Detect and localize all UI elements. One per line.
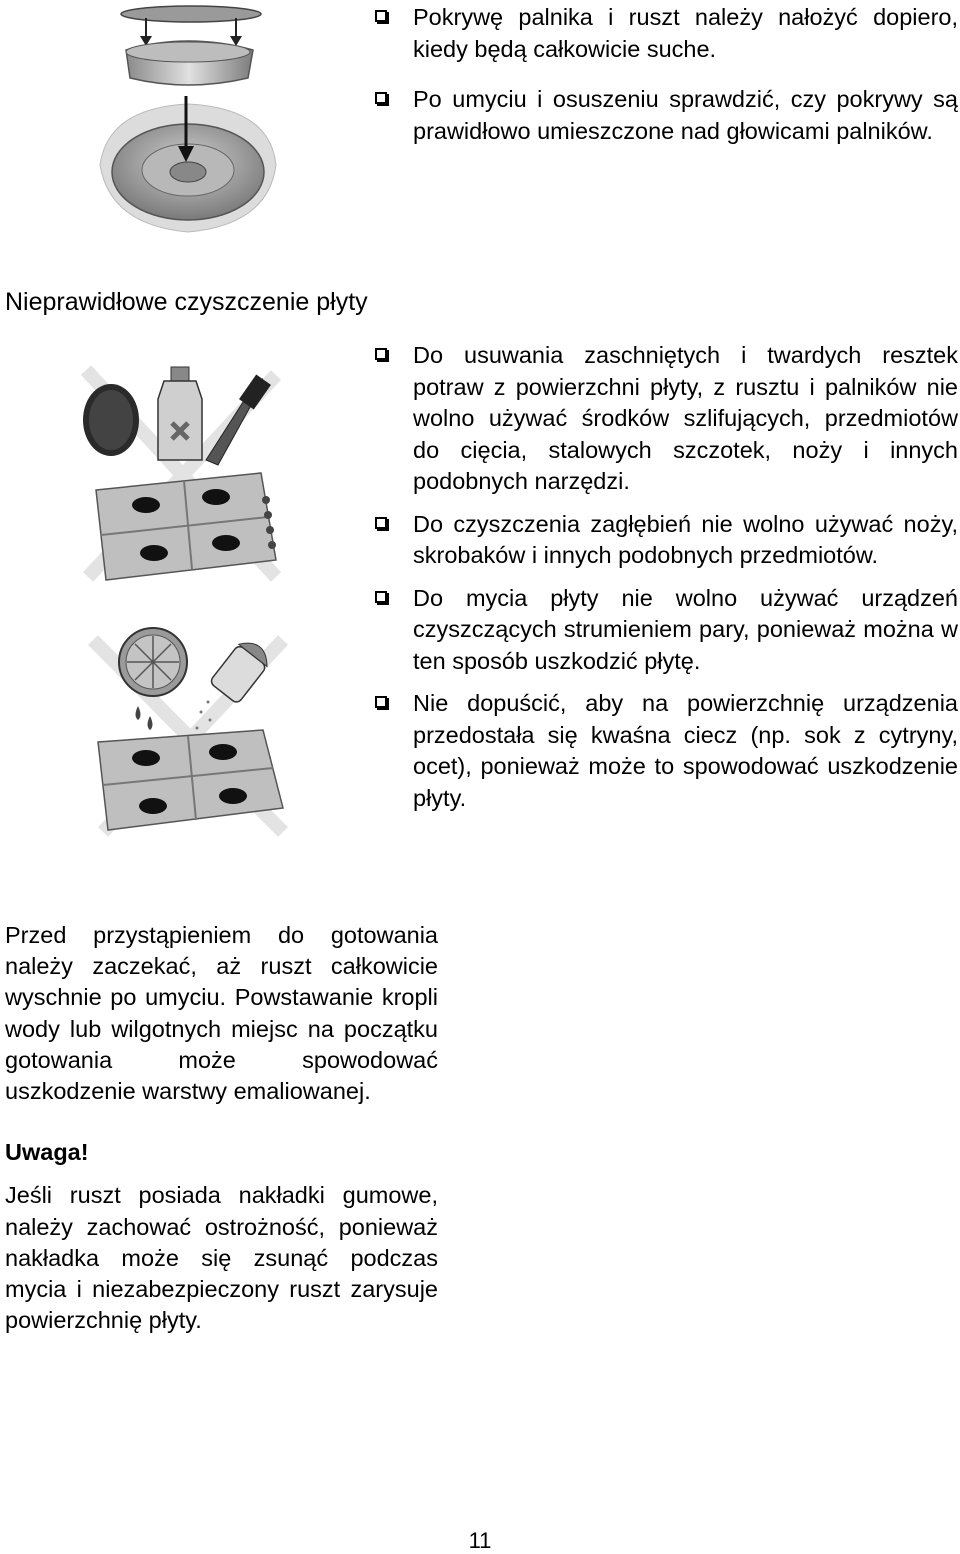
bullet-text: Do usuwania zaschniętych i twardych resztek potraw z powierzchni płyty, z rusztu i palników nie wolno używać środków szlifujących, przedmiotów do cięcia, stalowych szczotek, noży i innych podobnych narzędzi. <box>413 342 958 494</box>
checkbox-square-icon <box>375 591 387 603</box>
bullet-text: Do czyszczenia zagłębień nie wolno używać noży, skrobaków i innych podobnych przedmiotów. <box>413 510 958 568</box>
checkbox-square-icon <box>375 92 387 104</box>
bullet-item <box>375 340 958 498</box>
bullet-item <box>375 2 958 65</box>
bullet-item <box>375 509 958 572</box>
acid-salt-hob-illustration <box>88 620 293 840</box>
burner-cap-illustration <box>88 0 288 245</box>
bullet-text: Pokrywę palnika i ruszt należy nałożyć dopiero, kiedy będą całkowicie suche. <box>413 4 958 62</box>
top-bullet-list <box>375 2 958 147</box>
section-bullet-list <box>375 340 958 814</box>
page-number: 11 <box>468 1528 492 1553</box>
checkbox-square-icon <box>375 348 387 360</box>
checkbox-square-icon <box>375 696 387 708</box>
abrasive-tools-hob-illustration <box>76 355 286 590</box>
note-block <box>5 920 438 1336</box>
checkbox-square-icon <box>375 517 387 529</box>
warning-text: Jeśli ruszt posiada nakładki gumowe, należy zachować ostrożność, ponieważ nakładka może się zsunąć podczas mycia i niezabezpieczony ruszt zarysuje powierzchnię płyty. <box>5 1182 438 1334</box>
warning-label: Uwaga! <box>5 1139 89 1166</box>
bullet-item <box>375 84 958 147</box>
bullet-item <box>375 583 958 678</box>
section-heading: Nieprawidłowe czyszczenie płyty <box>5 288 368 316</box>
bullet-text: Do mycia płyty nie wolno używać urządzeń czyszczących strumieniem pary, ponieważ można w ten sposób uszkodzić płytę. <box>413 584 958 674</box>
note-paragraph: Przed przystąpieniem do gotowania należy zaczekać, aż ruszt całkowicie wyschnie po umyciu. Powstawanie kropli wody lub wilgotnych miejsc na początku gotowania może spowodować uszkodzenie warstwy emaliowanej. <box>5 922 438 1105</box>
bullet-text: Nie dopuścić, aby na powierzchnię urządzenia przedostała się kwaśna ciecz (np. sok z cytryny, ocet), ponieważ może to spowodować uszkodzenie płyty. <box>413 690 958 811</box>
bullet-text: Po umyciu i osuszeniu sprawdzić, czy pokrywy są prawidłowo umieszczone nad głowicami palników. <box>413 86 958 144</box>
bullet-item <box>375 688 958 814</box>
checkbox-square-icon <box>375 10 387 22</box>
